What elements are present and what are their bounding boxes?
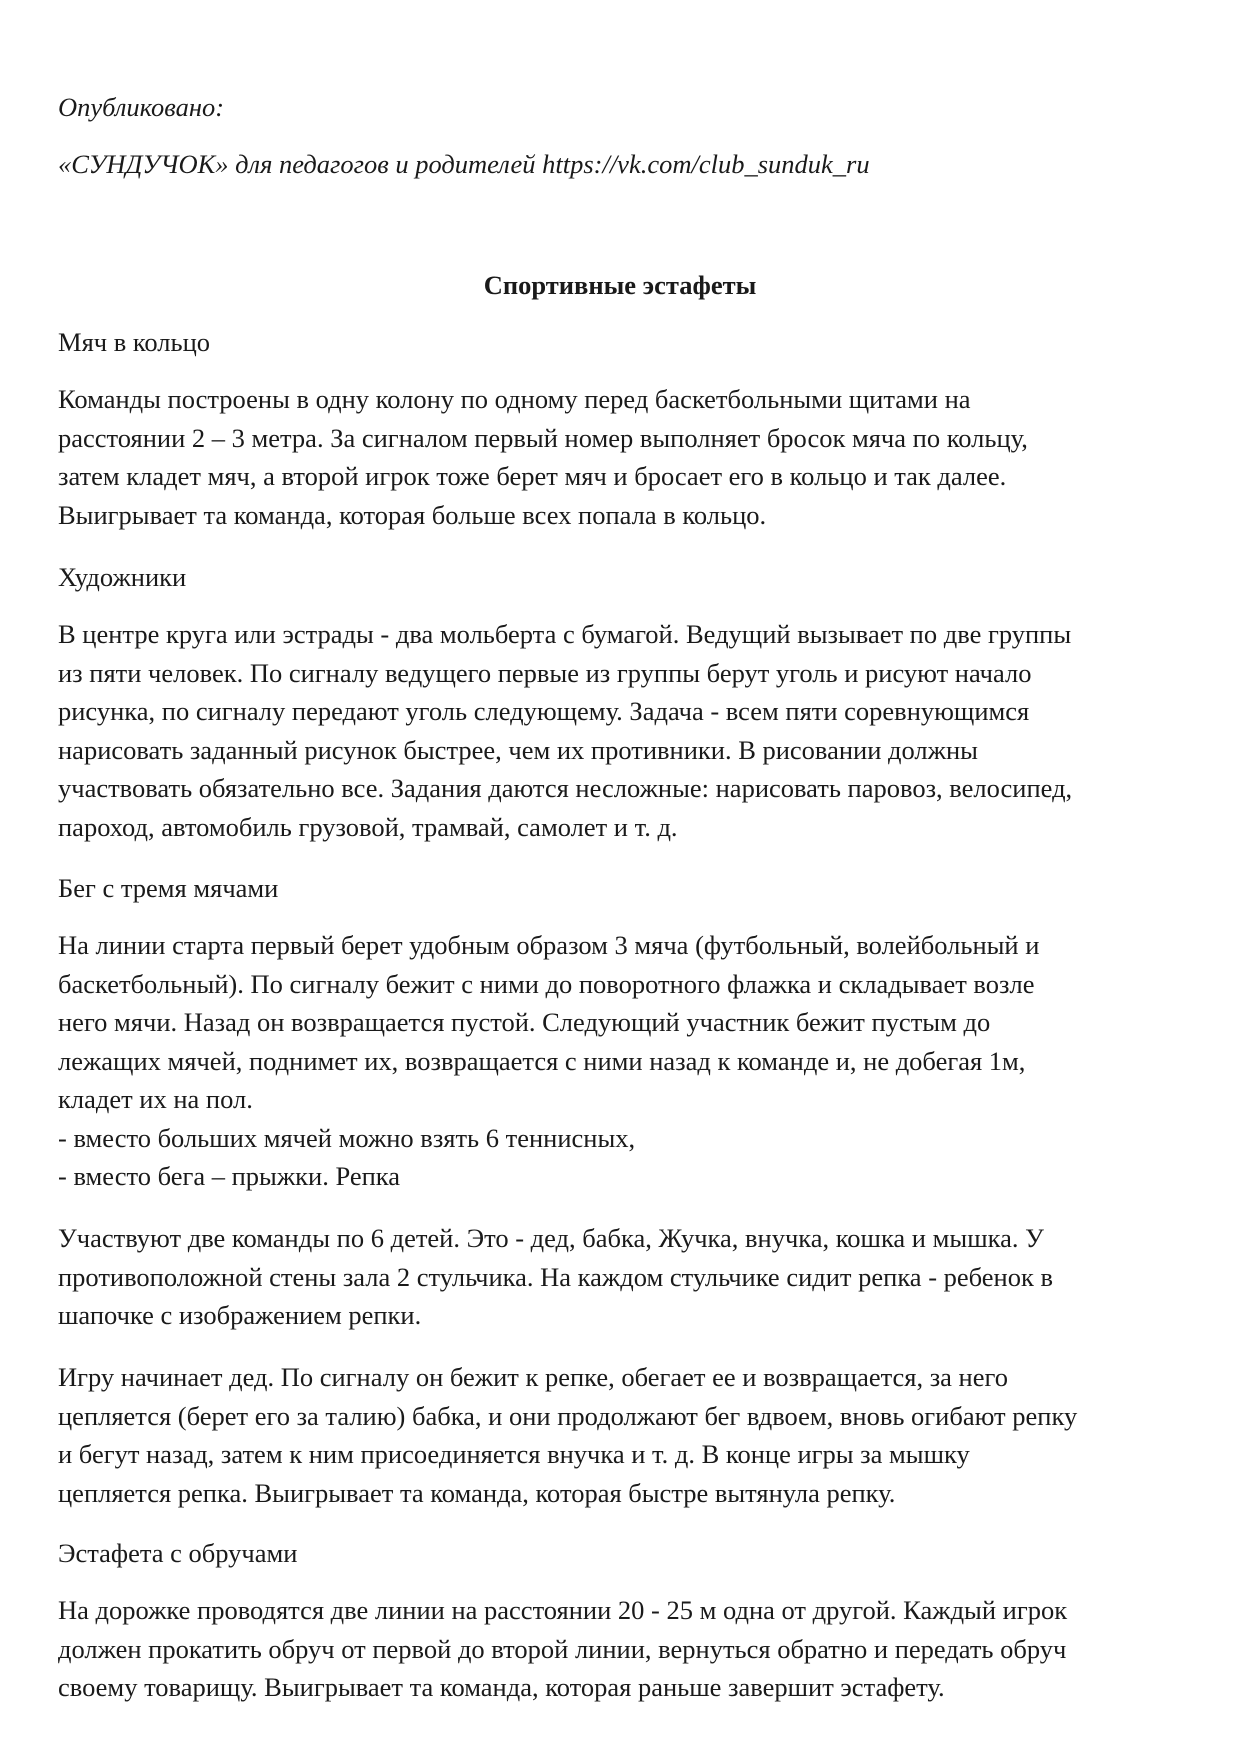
text-line: цепляется репка. Выигрывает та команда, которая быстре вытянула репку. [58, 1477, 896, 1508]
text-line: затем кладет мяч, а второй игрок тоже берет мяч и бросает его в кольцо и так далее. [58, 461, 1007, 491]
section-heading: Художники [58, 562, 187, 592]
text-line: пароход, автомобиль грузовой, трамвай, самолет и т. д. [58, 811, 678, 842]
text-line: и бегут назад, затем к ним присоединяется внучка и т. д. В конце игры за мышку [58, 1439, 970, 1469]
text-line: - вместо бега – прыжки. Репка [58, 1161, 401, 1191]
page-title: Спортивные эстафеты [483, 270, 757, 300]
text-line: Игру начинает дед. По сигналу он бежит к репке, обегает ее и возвращается, за него [58, 1362, 1008, 1392]
published-label: Опубликовано: [58, 92, 225, 122]
paragraph [58, 1591, 1198, 1707]
text-line: из пяти человек. По сигналу ведущего первые из группы берут уголь и рисуют начало [58, 657, 1032, 688]
text-line: должен прокатить обруч от первой до второй линии, вернуться обратно и передать обруч [58, 1633, 1067, 1664]
text-line: своему товарищу. Выигрывает та команда, которая раньше завершит эстафету. [58, 1672, 945, 1702]
text-line: На дорожке проводятся две линии на расстоянии 20 - 25 м одна от другой. Каждый игрок [58, 1595, 1068, 1625]
text-line: Выигрывает та команда, которая больше всех попала в кольцо. [58, 499, 767, 530]
text-line: него мячи. Назад он возвращается пустой. Следующий участник бежит пустым до [58, 1007, 991, 1037]
paragraph [58, 926, 1198, 1196]
paragraph [58, 1358, 1198, 1512]
text-line: расстоянии 2 – 3 метра. За сигналом первый номер выполняет бросок мяча по кольцу, [58, 422, 1028, 453]
text-line: баскетбольный). По сигналу бежит с ними до поворотного флажка и складывает возле [58, 968, 1035, 999]
text-line: цепляется (берет его за талию) бабка, и они продолжают бег вдвоем, вновь огибают репку [58, 1400, 1078, 1431]
published-source: «СУНДУЧОК» для педагогов и родителей https://vk.com/club_sunduk_ru [58, 149, 870, 179]
paragraph [58, 380, 1198, 534]
text-line: лежащих мячей, поднимет их, возвращается с ними назад к команде и, не добегая 1м, [58, 1045, 1026, 1076]
section-heading: Эстафета с обручами [58, 1538, 298, 1568]
section-heading: Бег с тремя мячами [58, 873, 279, 903]
text-line: В центре круга или эстрады - два мольберта с бумагой. Ведущий вызывает по две группы [58, 619, 1072, 649]
text-line: рисунка, по сигналу передают уголь следующему. Задача - всем пяти соревнующимся [58, 696, 1030, 726]
text-line: - вместо больших мячей можно взять 6 теннисных, [58, 1122, 636, 1153]
text-line: участвовать обязательно все. Задания даются несложные: нарисовать паровоз, велосипед, [58, 773, 1073, 803]
paragraph [58, 615, 1198, 846]
text-line: Команды построены в одну колону по одному перед баскетбольными щитами на [58, 384, 971, 414]
section-heading: Мяч в кольцо [58, 327, 211, 357]
text-line: Участвуют две команды по 6 детей. Это - дед, бабка, Жучка, внучка, кошка и мышка. У [58, 1223, 1044, 1253]
text-line: нарисовать заданный рисунок быстрее, чем их противники. В рисовании должны [58, 734, 978, 765]
text-line: противоположной стены зала 2 стульчика. На каждом стульчике сидит репка - ребенок в [58, 1261, 1053, 1292]
paragraph [58, 1219, 1198, 1335]
text-line: На линии старта первый берет удобным образом 3 мяча (футбольный, волейбольный и [58, 930, 1040, 960]
text-line: шапочке с изображением репки. [58, 1300, 422, 1330]
text-line: кладет их на пол. [58, 1084, 253, 1114]
